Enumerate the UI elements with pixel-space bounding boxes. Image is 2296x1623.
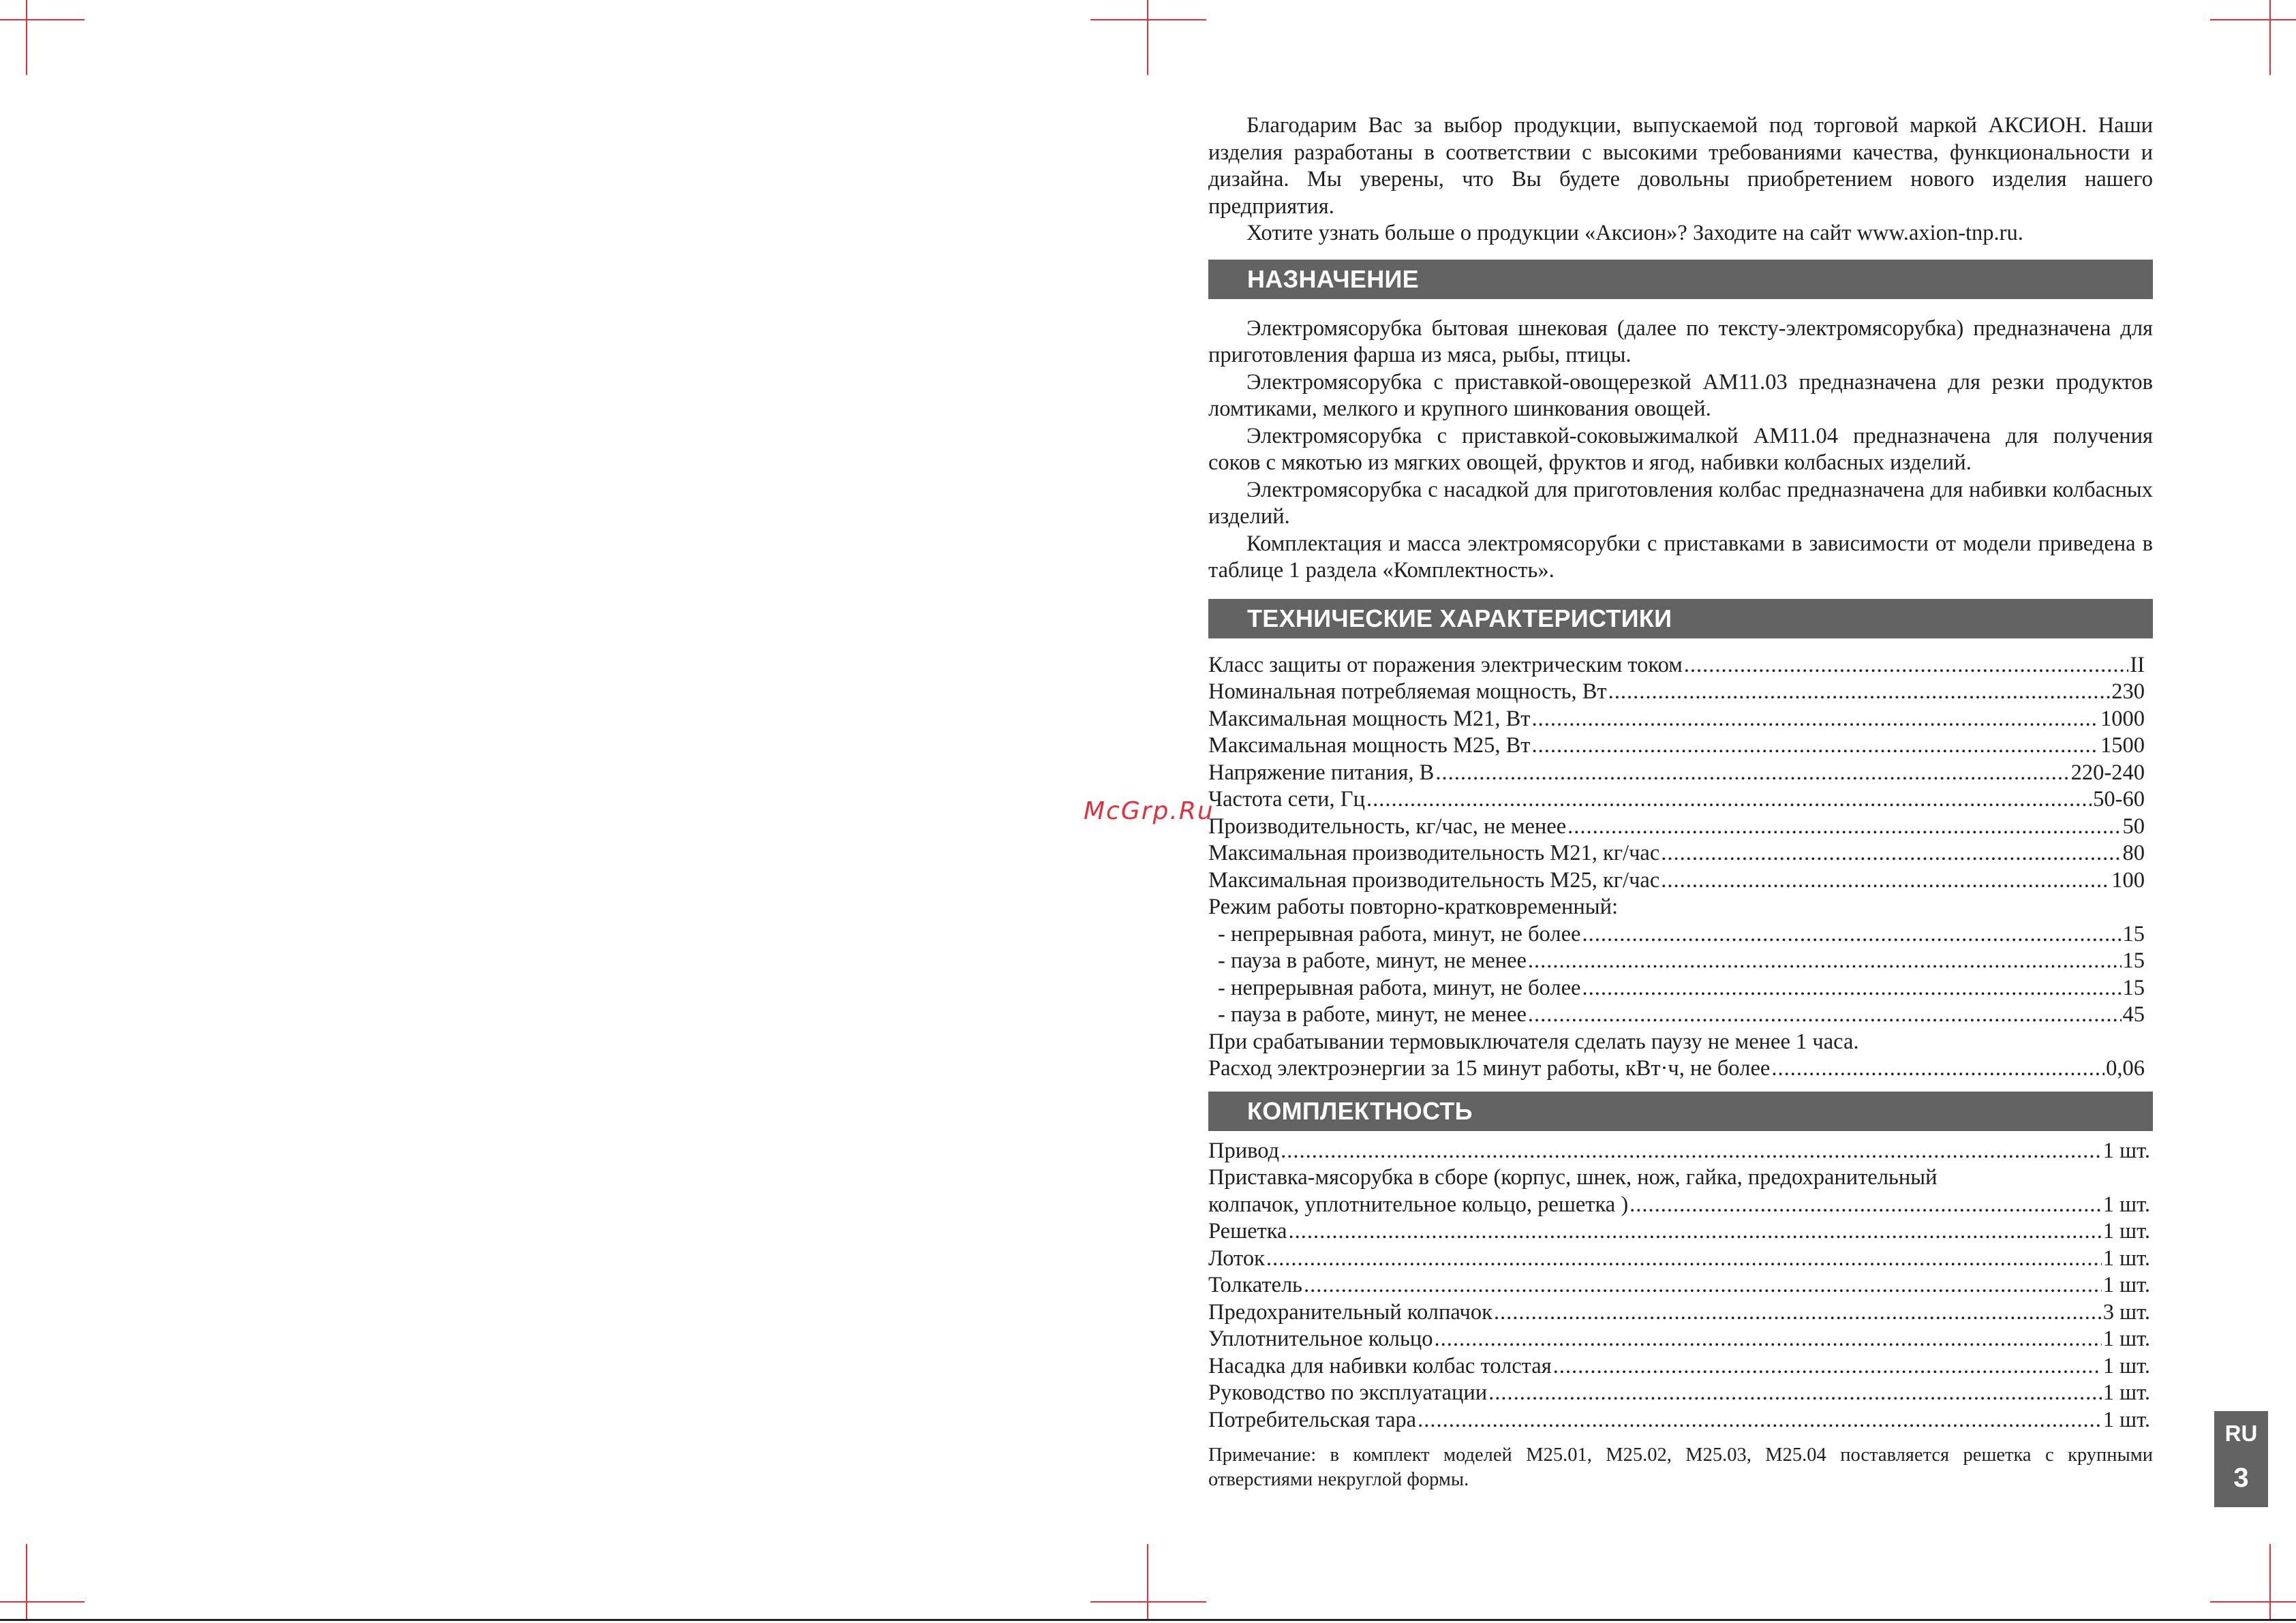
crop-mark — [26, 0, 27, 75]
spec-value: 220-240 — [2070, 760, 2145, 785]
spec-row — [1208, 706, 2145, 733]
kit-value: 1 шт. — [2102, 1327, 2150, 1351]
spec-row — [1208, 975, 2145, 1002]
dot-leader — [1528, 1002, 2122, 1029]
spec-row — [1208, 1055, 2145, 1083]
spec-value: 50 — [2122, 814, 2145, 839]
spec-value: 100 — [2111, 867, 2145, 893]
spec-label: Класс защиты от поражения электрическим током — [1208, 652, 1683, 677]
dot-leader — [1553, 1353, 2102, 1380]
dot-leader — [1434, 1326, 2101, 1353]
dot-leader — [1488, 1380, 2102, 1407]
kit-row — [1208, 1353, 2150, 1380]
spec-label: Максимальная производительность М25, кг/час — [1208, 867, 1660, 893]
dot-leader — [1288, 1218, 2101, 1246]
spec-row — [1208, 921, 2145, 948]
spec-label: Максимальная мощность М21, Вт — [1208, 706, 1531, 731]
spec-label: Максимальная производительность М21, кг/час — [1208, 841, 1660, 865]
spec-value: 50-60 — [2093, 787, 2145, 812]
kit-label: Привод — [1208, 1138, 1280, 1163]
crop-mark — [1090, 19, 1206, 20]
kit-label: Предохранительный колпачок — [1208, 1299, 1493, 1325]
crop-mark — [1147, 1544, 1148, 1619]
page-tab — [2214, 1411, 2268, 1507]
spec-label: Расход электроэнергии за 15 минут работы, кВт·ч, не более — [1208, 1056, 1771, 1081]
crop-mark — [2210, 1601, 2296, 1603]
crop-mark — [26, 1544, 27, 1619]
dot-leader — [1532, 706, 2099, 733]
spec-row — [1208, 840, 2145, 867]
spec-row — [1208, 652, 2145, 679]
dot-leader — [1528, 948, 2122, 975]
kit-row — [1208, 1218, 2150, 1246]
purpose-paragraph: Комплектация и масса электромясорубки с приставками в зависимости от модели приведена в таблице 1 раздела «Комплектность». — [1208, 531, 2153, 583]
kit-assembly-line: Приставка-мясорубка в сборе (корпус, шнек, нож, гайка, предохранительный — [1208, 1165, 1938, 1190]
dot-leader — [1771, 1055, 2104, 1083]
crop-mark — [2269, 1544, 2271, 1619]
kit-label: Уплотнительное кольцо — [1208, 1327, 1433, 1351]
kit-label: Решетка — [1208, 1219, 1287, 1243]
spec-value: 1000 — [2100, 706, 2145, 731]
dot-leader — [1608, 679, 2111, 706]
intro-paragraph: Благодарим Вас за выбор продукции, выпускаемой под торговой маркой АКСИОН. Наши изделия разработаны в соответствии с высокими требованиями качества, функциональности и дизайна. Мы уверены, что Вы будете довольны приобретением нового изделия нашего предприятия. — [1208, 113, 2153, 219]
spec-row — [1208, 1002, 2145, 1029]
kit-row — [1208, 1299, 2150, 1327]
mode-title: Режим работы повторно-кратковременный: — [1208, 895, 1618, 919]
dot-leader — [1661, 867, 2110, 895]
spec-value: 15 — [2122, 948, 2145, 973]
kit-value: 1 шт. — [2102, 1353, 2150, 1378]
dot-leader — [1281, 1138, 2102, 1165]
spec-row — [1208, 786, 2145, 814]
section-header-kit: КОМПЛЕКТНОСТЬ — [1208, 1092, 2153, 1131]
spec-label: - пауза в работе, минут, не менее — [1218, 1002, 1527, 1027]
section-header-tech: ТЕХНИЧЕСКИЕ ХАРАКТЕРИСТИКИ — [1208, 599, 2153, 638]
spec-label: - непрерывная работа, минут, не более — [1218, 921, 1581, 946]
spec-label: Номинальная потребляемая мощность, Вт — [1208, 679, 1607, 704]
kit-label: Руководство по эксплуатации — [1208, 1380, 1488, 1405]
crop-mark — [2269, 0, 2271, 75]
dot-leader — [1494, 1299, 2102, 1327]
spec-value: 15 — [2122, 975, 2145, 1000]
kit-value: 1 шт. — [2102, 1380, 2150, 1405]
spec-row — [1208, 679, 2145, 706]
spec-label: Производительность, кг/час, не менее — [1208, 814, 1567, 839]
purpose-paragraph: Электромясорубка с приставкой-соковыжималкой АМ11.04 предназначена для получения соков с мякотью из мягких овощей, фруктов и ягод, набивки колбасных изделий. — [1208, 423, 2153, 475]
purpose-paragraph: Электромясорубка с приставкой-овощерезкой АМ11.03 предназначена для резки продуктов ломтиками, мелкого и крупного шинкования овощей. — [1208, 369, 2153, 421]
kit-row — [1208, 1380, 2150, 1407]
language-code: RU — [2224, 1421, 2258, 1446]
kit-label: Лоток — [1208, 1246, 1265, 1271]
kit-note: Примечание: в комплект моделей М25.01, М25.02, М25.03, М25.04 поставляется решетка с крупными отверстиями некруглой формы. — [1208, 1444, 2153, 1490]
dot-leader — [1684, 652, 2129, 679]
kit-row — [1208, 1326, 2150, 1353]
kit-row — [1208, 1246, 2150, 1273]
crop-mark — [1090, 1601, 1206, 1603]
spec-row — [1208, 760, 2145, 787]
thermal-note: При срабатывании термовыключателя сделать паузу не менее 1 часа. — [1208, 1029, 1859, 1054]
spec-value: 80 — [2122, 841, 2145, 865]
kit-value: 1 шт. — [2102, 1407, 2150, 1432]
kit-value: 1 шт. — [2102, 1192, 2150, 1217]
spec-label: Напряжение питания, В — [1208, 760, 1435, 785]
intro-website-line: Хотите узнать больше о продукции «Аксион»? Заходите на сайт www.axion-tnp.ru. — [1246, 221, 2023, 245]
dot-leader — [1629, 1192, 2102, 1219]
dot-leader — [1582, 975, 2121, 1002]
kit-row — [1208, 1407, 2150, 1434]
spec-label: - непрерывная работа, минут, не более — [1218, 975, 1581, 1000]
dot-leader — [1661, 840, 2121, 867]
spec-row — [1208, 948, 2145, 975]
manual-page-content — [1208, 112, 2153, 1512]
spec-label: - пауза в работе, минут, не менее — [1218, 948, 1527, 973]
dot-leader — [1567, 814, 2121, 841]
kit-row — [1208, 1272, 2150, 1299]
kit-value: 1 шт. — [2102, 1246, 2150, 1271]
spec-value: 15 — [2122, 921, 2145, 946]
spec-label: Максимальная мощность М25, Вт — [1208, 733, 1531, 758]
crop-mark — [1147, 0, 1148, 75]
spec-value: 0,06 — [2106, 1056, 2145, 1081]
kit-label: Насадка для набивки колбас толстая — [1208, 1353, 1552, 1378]
crop-mark — [2210, 19, 2296, 20]
kit-value: 3 шт. — [2102, 1299, 2150, 1325]
spec-row — [1208, 867, 2145, 895]
dot-leader — [1418, 1407, 2102, 1434]
kit-value: 1 шт. — [2102, 1273, 2150, 1297]
kit-label: колпачок, уплотнительное кольцо, решетка ) — [1208, 1192, 1629, 1217]
spec-value: 1500 — [2100, 733, 2145, 758]
dot-leader — [1266, 1246, 2102, 1273]
kit-value: 1 шт. — [2102, 1138, 2150, 1163]
kit-row — [1208, 1138, 2150, 1165]
page-edge-line — [0, 1619, 2296, 1621]
purpose-paragraph: Электромясорубка бытовая шнековая (далее по тексту-электромясорубка) предназначена для приготовления фарша из мяса, рыбы, птицы. — [1208, 315, 2153, 367]
spec-value: II — [2130, 652, 2145, 677]
dot-leader — [1304, 1272, 2102, 1299]
spec-row — [1208, 732, 2145, 760]
spec-row — [1208, 814, 2145, 841]
spec-label: Частота сети, Гц — [1208, 787, 1365, 812]
page-number: 3 — [2233, 1463, 2249, 1493]
spec-value: 45 — [2122, 1002, 2145, 1027]
section-header-purpose: НАЗНАЧЕНИЕ — [1208, 260, 2153, 299]
kit-label: Толкатель — [1208, 1273, 1302, 1297]
crop-mark — [0, 1601, 85, 1603]
purpose-paragraph: Электромясорубка с насадкой для приготовления колбас предназначена для набивки колбасных изделий. — [1208, 477, 2153, 529]
dot-leader — [1435, 760, 2069, 787]
crop-mark — [0, 19, 85, 20]
watermark-text: McGrp.Ru — [1084, 797, 1214, 825]
kit-label: Потребительская тара — [1208, 1407, 1417, 1432]
kit-row — [1208, 1192, 2150, 1219]
dot-leader — [1366, 786, 2092, 814]
kit-value: 1 шт. — [2102, 1219, 2150, 1243]
dot-leader — [1582, 921, 2121, 948]
spec-value: 230 — [2111, 679, 2145, 704]
dot-leader — [1532, 732, 2099, 760]
